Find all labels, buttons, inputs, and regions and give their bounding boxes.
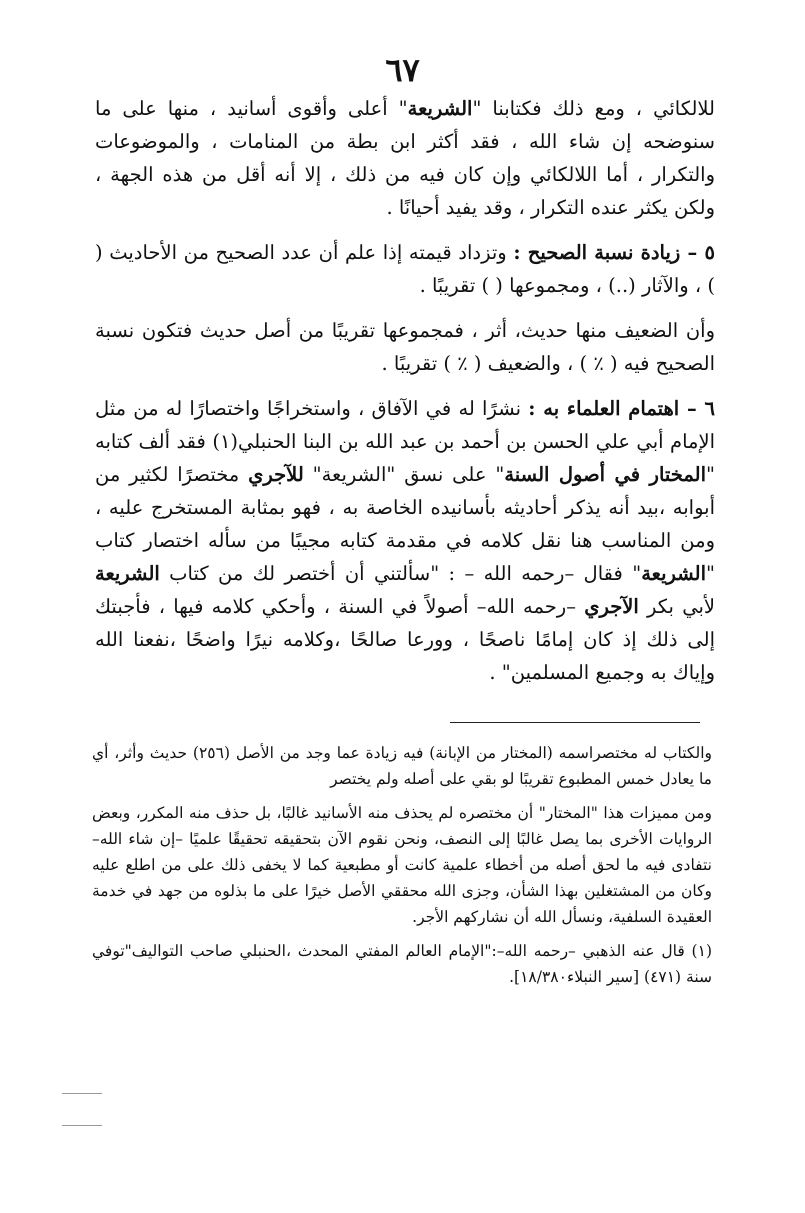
paragraph-1 — [95, 92, 715, 224]
p1-text-2: " أعلى وأقوى أسانيد ، منها على ما سنوضحه إن شاء الله ، فقد أكثر ابن بطة من المنامات ، والموضوعات والتكرار ، أما اللالكائي وإن كان فيه من ذلك ، إلا أنه أقل من هذه الجهة ، ولكن يكثر عنده التكرار ، وقد يفيد أحيانًا . — [95, 97, 715, 219]
p2-text: وتزداد قيمته إذا علم أن عدد الصحيح من الأحاديث ( ) ، والآثار (..) ، ومجموعها ( ) تقريبًا . — [95, 241, 715, 297]
p4-text-1: نشرًا له في الآفاق ، واستخراجًا واختصارًا له من مثل الإمام أبي علي الحسن بن أحمد بن عبد الله بن البنا الحنبلي — [95, 397, 715, 453]
p4-bold-3: للآجري — [248, 463, 304, 486]
p1-bold-1: الشريعة — [407, 97, 473, 120]
p4-text-6: لأبي بكر — [638, 595, 716, 618]
p4-heading: ٦ – اهتمام العلماء به : — [528, 397, 715, 420]
p4-bold-4: الشريعة — [641, 562, 707, 585]
p4-text-4: مختصرًا لكثير من أبوابه ،بيد أنه يذكر أحاديثه بأسانيده الخاصة به ، فهو بمثابة المستخرج عليه ، ومن المناسب هنا نقل كلامه في مقدمة كتابه مجيبًا من سأله اختصار كتاب " — [95, 463, 715, 585]
footnote-continued-1: والكتاب له مختصراسمه (المختار من الإبانة) فيه زيادة عما وجد من الأصل (٢٥٦) حديث وأثر، أي ما يعادل خمس المطبوع تقريبًا لو بقي على أصله ولم يختصر — [92, 744, 712, 788]
p4-text-2: فقد ألف كتابه " — [95, 430, 715, 486]
main-text — [95, 92, 715, 689]
p4-bold-6: الآجري — [584, 595, 639, 618]
p4-bold-5: الشريعة — [95, 562, 160, 585]
margin-mark — [62, 1093, 102, 1094]
footnotes — [92, 740, 712, 990]
paragraph-5 — [95, 236, 715, 302]
margin-mark — [62, 1125, 102, 1126]
p4-text-5: " فقال –رحمه الله – : "سألتني أن أختصر لك من كتاب — [159, 562, 642, 585]
footnote-ref: (١) — [212, 430, 239, 453]
page-number: ٦٧ — [385, 51, 420, 89]
footnote-continued-2: ومن مميزات هذا "المختار" أن مختصره لم يحذف منه الأسانيد غالبًا، بل حذف منه المكرر، وبعض الروايات الأخرى بما يصل غالبًا إلى النصف، ونحن نقوم الآن بتحقيقه تحقيقًا علميًا –إن شاء الله– نتفادى فيه ما لحق أصله من أخطاء علمية كانت أو مطبعية كما لا يخفى ذلك على من اطلع عليه وكان من المشتغلين بهذا الشأن، وجزى الله محققي الأصل خيرًا على ما بذلوه من جهد في خدمة العقيدة السلفية، ونسأل الله أن نشاركهم الأجر. — [92, 804, 712, 926]
footnote-separator — [450, 722, 700, 723]
p4-text-7: –رحمه الله– أصولاً في السنة ، وأحكي كلامه فيها ، فأجبتك إلى ذلك إذ كان إمامًا ناصحًا ، وورعا صالحًا ،وكلامه نيرًا واضحًا ،نفعنا الله وإياك به وجميع المسلمين" . — [95, 595, 715, 684]
p4-text-3: " على نسق "الشريعة" — [303, 463, 505, 486]
paragraph-6 — [95, 392, 715, 689]
p2-heading: ٥ – زيادة نسبة الصحيح : — [513, 241, 715, 264]
paragraph-weak — [95, 314, 715, 380]
p1-text-1: للالكائي ، ومع ذلك فكتابنا " — [472, 97, 715, 120]
footnote-1: (١) قال عنه الذهبي –رحمه الله–:"الإمام العالم المفتي المحدث ،الحنبلي صاحب التواليف"توفي سنة (٤٧١) [سير النبلاء١٨/٣٨٠]. — [92, 942, 712, 986]
p4-bold-2: المختار في أصول السنة — [504, 463, 707, 486]
p3-text: وأن الضعيف منها حديث، أثر ، فمجموعها تقريبًا من أصل حديث فتكون نسبة الصحيح فيه ( ٪ ) ، والضعيف ( ٪ ) تقريبًا . — [95, 319, 715, 375]
